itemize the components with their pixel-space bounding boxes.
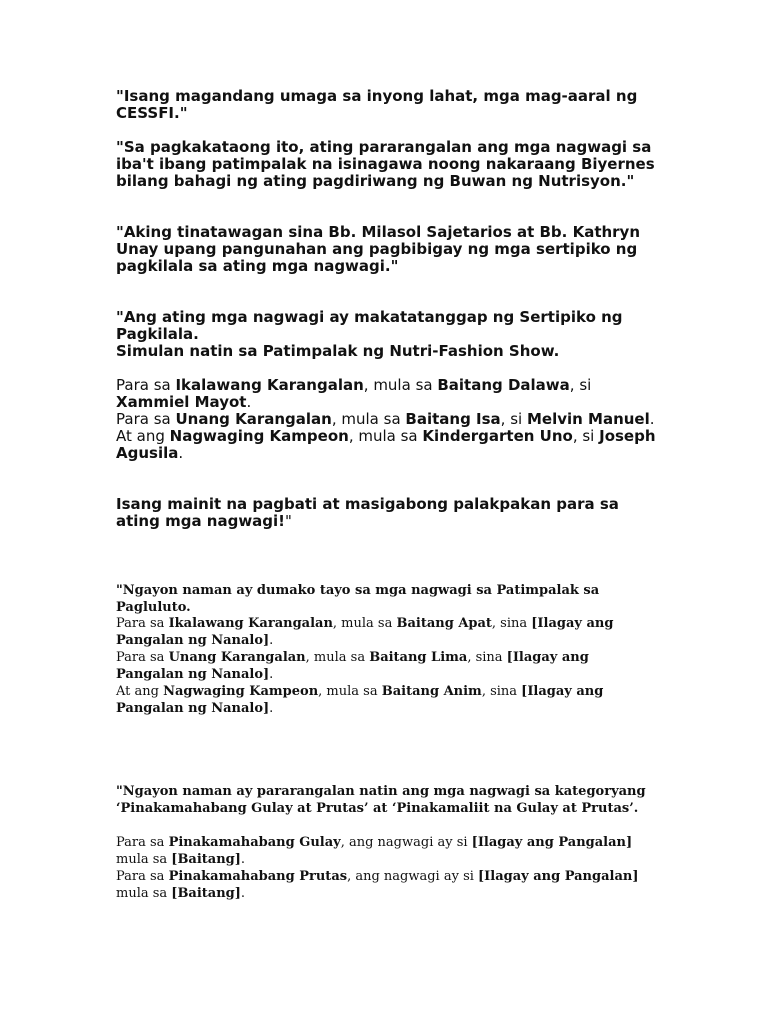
produce-intro-line1: "Ngayon naman ay pararangalan natin ang mga nagwagi sa kategoryang <box>116 784 646 799</box>
winner-name: Xammiel Mayot <box>116 393 247 411</box>
winner-name: Melvin Manuel <box>526 410 650 428</box>
award-title: Nagwaging Kampeon <box>163 684 319 699</box>
winner-name-placeholder: [Ilagay ang Pangalan ng Nanalo] <box>116 684 604 716</box>
winner-name-placeholder: [Ilagay ang Pangalan] <box>471 835 633 850</box>
grade-level: Kindergarten Uno <box>422 427 573 445</box>
produce-winners-list <box>116 834 656 902</box>
cooking-intro: "Ngayon naman ay dumako tayo sa mga nagwagi sa Patimpalak sa Pagluluto. <box>116 583 600 615</box>
grade-level: Baitang Apat <box>396 616 492 631</box>
fashion-winner-entry: Para sa Unang Karangalan, mula sa Baitang Isa, si Melvin Manuel. <box>116 410 655 428</box>
fashion-closing <box>116 496 656 530</box>
produce-winner-entry: Para sa Pinakamahabang Gulay, ang nagwagi ay si [Ilagay ang Pangalan] mula sa [Baitang]. <box>116 835 633 867</box>
fashion-winner-entry: Para sa Ikalawang Karangalan, mula sa Baitang Dalawa, si Xammiel Mayot. <box>116 376 592 411</box>
produce-winner-entry: Para sa Pinakamahabang Prutas, ang nagwagi ay si [Ilagay ang Pangalan] mula sa [Baitang]. <box>116 869 639 901</box>
greeting-paragraph: "Isang magandang umaga sa inyong lahat, mga mag-aaral ng CESSFI." <box>116 87 638 122</box>
fashion-winners-list <box>116 377 656 462</box>
cooking-winner-entry: Para sa Unang Karangalan, mula sa Baitang Lima, sina [Ilagay ang Pangalan ng Nanalo]. <box>116 650 589 682</box>
grade-level-placeholder: [Baitang] <box>171 886 241 901</box>
fashion-closing-quote: " <box>285 512 292 530</box>
winner-name: Joseph Agusila <box>116 427 656 462</box>
award-title: Pinakamahabang Gulay <box>168 835 341 850</box>
grade-level: Baitang Isa <box>405 410 501 428</box>
grade-level: Baitang Anim <box>381 684 482 699</box>
award-title: Ikalawang Karangalan <box>175 376 364 394</box>
award-title: Ikalawang Karangalan <box>168 616 333 631</box>
award-title: Nagwaging Kampeon <box>169 427 349 445</box>
fashion-intro <box>116 309 656 360</box>
produce-intro <box>116 783 656 817</box>
fashion-closing-text: Isang mainit na pagbati at masigabong palakpakan para sa ating mga nagwagi! <box>116 495 619 530</box>
produce-intro-line2: ‘Pinakamahabang Gulay at Prutas’ at ‘Pinakamaliit na Gulay at Prutas’. <box>116 801 639 816</box>
winner-name-placeholder: [Ilagay ang Pangalan] <box>478 869 639 884</box>
cooking-winner-entry: At ang Nagwaging Kampeon, mula sa Baitang Anim, sina [Ilagay ang Pangalan ng Nanalo]. <box>116 684 604 716</box>
award-title: Pinakamahabang Prutas <box>168 869 348 884</box>
cooking-winner-entry: Para sa Ikalawang Karangalan, mula sa Baitang Apat, sina [Ilagay ang Pangalan ng Nanalo]. <box>116 616 614 648</box>
grade-level: Baitang Lima <box>369 650 468 665</box>
opening-paragraph: "Sa pagkakataong ito, ating pararangalan ang mga nagwagi sa iba't ibang patimpalak na isinagawa noong nakaraang Biyernes bilang bahagi ng ating pagdiriwang ng Buwan ng Nutrisyon." <box>116 138 655 190</box>
winner-name-placeholder: [Ilagay ang Pangalan ng Nanalo] <box>116 616 614 648</box>
invite-paragraph: "Aking tinatawagan sina Bb. Milasol Sajetarios at Bb. Kathryn Unay upang pangunahan ang pagbibigay ng mga sertipiko ng pagkilala sa ating mga nagwagi." <box>116 223 641 275</box>
fashion-winner-entry: At ang Nagwaging Kampeon, mula sa Kindergarten Uno, si Joseph Agusila. <box>116 427 656 462</box>
cooking-winners-list <box>116 615 656 717</box>
grade-level: Baitang Dalawa <box>437 376 570 394</box>
winner-name-placeholder: [Ilagay ang Pangalan ng Nanalo] <box>116 650 589 682</box>
award-title: Unang Karangalan <box>168 650 306 665</box>
award-title: Unang Karangalan <box>175 410 332 428</box>
fashion-intro-line1: "Ang ating mga nagwagi ay makatatanggap ng Sertipiko ng Pagkilala. <box>116 308 623 343</box>
grade-level-placeholder: [Baitang] <box>171 852 241 867</box>
fashion-intro-line2: Simulan natin sa Patimpalak ng Nutri-Fashion Show. <box>116 342 560 360</box>
